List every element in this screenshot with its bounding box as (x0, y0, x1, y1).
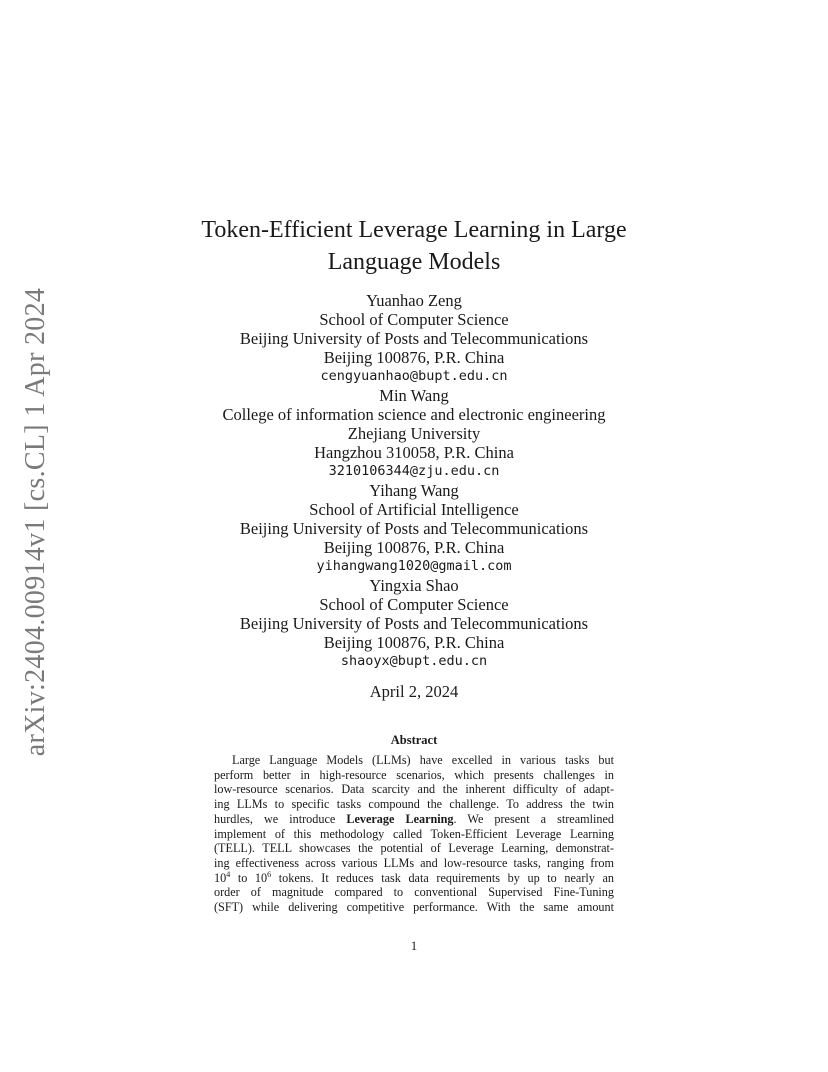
abstract-line: ing LLMs to specific tasks compound the challenge. To address the twin (214, 797, 614, 812)
abstract-line (214, 871, 614, 886)
arxiv-identifier-stamp: arXiv:2404.00914v1 [cs.CL] 1 Apr 2024 (20, 287, 51, 757)
author-organization: Beijing University of Posts and Telecommunications (239, 519, 589, 538)
author-name: Yihang Wang (369, 481, 459, 500)
author-email[interactable]: 3210106344@zju.edu.cn (328, 463, 500, 479)
abstract-superscript: 4 (226, 869, 231, 879)
publication-date: April 2, 2024 (369, 682, 459, 701)
abstract-line: ing effectiveness across various LLMs and low-resource tasks, ranging from (214, 855, 614, 870)
abstract-line: implement of this methodology called Token-Efficient Leverage Learning (214, 826, 614, 841)
author-name: Yingxia Shao (369, 576, 459, 595)
abstract-text: 10 (214, 870, 227, 885)
author-email[interactable]: yihangwang1020@gmail.com (316, 558, 512, 574)
abstract-line: (TELL). TELL showcases the potential of Leverage Learning, demonstrat- (214, 841, 614, 856)
abstract-text: hurdles, we introduce (214, 811, 336, 826)
author-organization: Zhejiang University (347, 424, 481, 443)
abstract-text: . We present a streamlined (453, 811, 614, 826)
author-email[interactable]: shaoyx@bupt.edu.cn (340, 653, 488, 669)
abstract-line: order of magnitude compared to conventional Supervised Fine-Tuning (214, 885, 614, 900)
abstract-superscript: 6 (267, 869, 272, 879)
author-address: Beijing 100876, P.R. China (323, 538, 505, 557)
author-name: Min Wang (379, 386, 449, 405)
author-name: Yuanhao Zeng (366, 291, 462, 310)
author-department: School of Computer Science (319, 310, 509, 329)
abstract-heading: Abstract (390, 733, 438, 747)
author-department: School of Computer Science (319, 595, 509, 614)
abstract-line: low-resource scenarios. Data scarcity and the inherent difficulty of adapt- (214, 782, 614, 797)
abstract-line: perform better in high-resource scenarios, which presents challenges in (214, 767, 614, 782)
author-organization: Beijing University of Posts and Telecommunications (239, 329, 589, 348)
title-line-2: Language Models (327, 249, 501, 275)
abstract-body (214, 753, 614, 915)
author-department: School of Artificial Intelligence (309, 500, 519, 519)
author-address: Hangzhou 310058, P.R. China (314, 443, 514, 462)
author-address: Beijing 100876, P.R. China (323, 348, 505, 367)
author-address: Beijing 100876, P.R. China (323, 633, 505, 652)
abstract-emphasis: Leverage Learning (346, 811, 454, 826)
title-line-1: Token-Efficient Leverage Learning in Large (201, 217, 627, 243)
abstract-line: Large Language Models (LLMs) have excelled in various tasks but (232, 753, 614, 767)
paper-title (0, 214, 828, 278)
abstract-line (214, 812, 614, 827)
page-number: 1 (410, 939, 418, 953)
abstract-line: (SFT) while delivering competitive performance. With the same amount (214, 900, 614, 915)
author-organization: Beijing University of Posts and Telecommunications (239, 614, 589, 633)
author-email[interactable]: cengyuanhao@bupt.edu.cn (320, 368, 508, 384)
abstract-text: tokens. It reduces task data requirements by up to nearly an (271, 870, 614, 885)
author-block (0, 291, 828, 671)
author-department: College of information science and electronic engineering (222, 405, 606, 424)
abstract-text: to 10 (230, 870, 268, 885)
